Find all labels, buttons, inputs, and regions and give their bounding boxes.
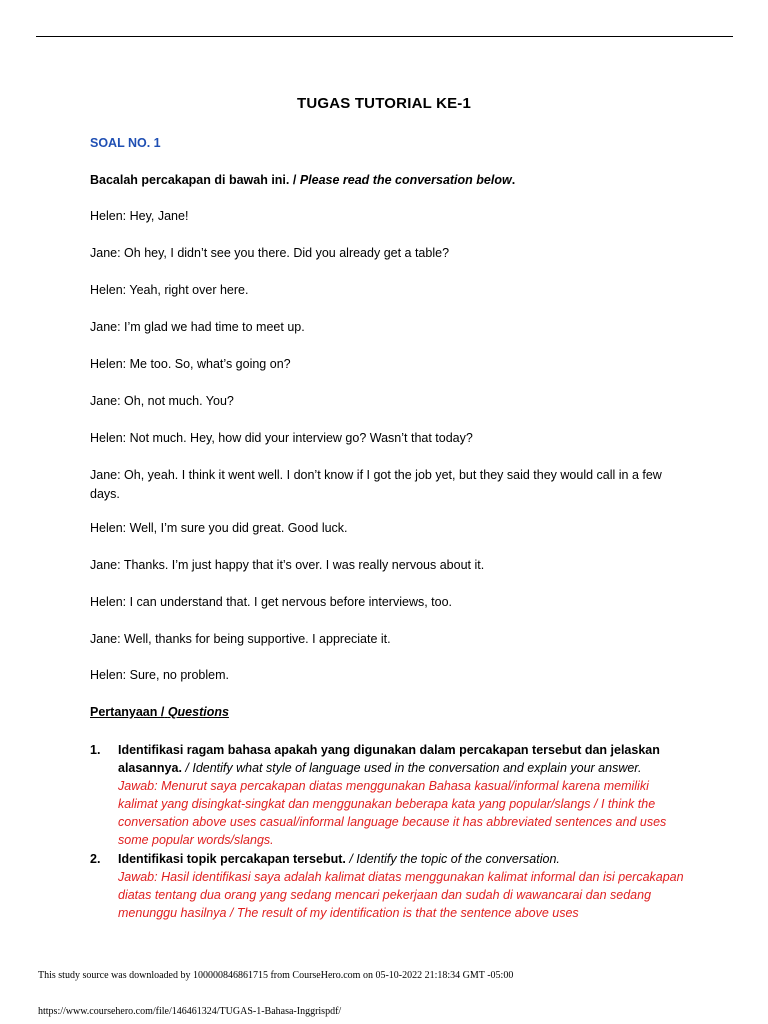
questions-heading-id: Pertanyaan / (90, 705, 165, 719)
conversation-line: Jane: Oh, not much. You? (90, 394, 234, 408)
question-body (118, 741, 690, 849)
conversation-line: Helen: Sure, no problem. (90, 668, 229, 682)
answer-text: Jawab: Hasil identifikasi saya adalah kalimat diatas menggunakan kalimat informal dan isi percakapan diatas tentang dua orang yang sedang mencari pekerjaan dan sudah di wawancarai dan sedang menunggu hasilnya / The result of my identification is that the sentence above uses (118, 870, 684, 920)
instruction-id: Bacalah percakapan di bawah ini. / (90, 173, 297, 187)
conversation-line: Jane: Oh, yeah. I think it went well. I don’t know if I got the job yet, but they said they would call in a few days. (90, 468, 662, 501)
question-item (90, 850, 690, 922)
instruction-dot: . (511, 173, 516, 187)
conversation-line: Jane: Oh hey, I didn’t see you there. Did you already get a table? (90, 246, 450, 260)
conversation-line: Helen: Not much. Hey, how did your interview go? Wasn’t that today? (90, 431, 473, 445)
questions-heading (90, 705, 229, 719)
section-label: SOAL NO. 1 (90, 136, 161, 150)
question-number: 2. (90, 852, 101, 866)
conversation-line: Jane: I’m glad we had time to meet up. (90, 320, 305, 334)
instruction-en: Please read the conversation below (299, 173, 512, 187)
conversation-line: Jane: Well, thanks for being supportive. I appreciate it. (90, 632, 391, 646)
conversation-line: Helen: Hey, Jane! (90, 209, 189, 223)
question-text-en: / Identify what style of language used in the conversation and explain your answer. (181, 761, 642, 775)
question-text-en: / Identify the topic of the conversation. (345, 852, 560, 866)
question-item (90, 741, 690, 849)
instruction (90, 173, 515, 187)
document-title: TUGAS TUTORIAL KE-1 (296, 95, 472, 112)
conversation-line: Helen: Yeah, right over here. (90, 283, 249, 297)
source-url: https://www.coursehero.com/file/146461324/TUGAS-1-Bahasa-Inggrispdf/ (38, 1006, 342, 1017)
conversation-line: Helen: Me too. So, what’s going on? (90, 357, 291, 371)
conversation-line: Jane: Thanks. I’m just happy that it’s over. I was really nervous about it. (90, 558, 485, 572)
questions-heading-en: Questions (167, 705, 229, 719)
question-body (118, 850, 690, 922)
question-text-id: Identifikasi topik percakapan tersebut. (118, 852, 346, 866)
question-number: 1. (90, 743, 101, 757)
conversation-line: Helen: Well, I’m sure you did great. Good luck. (90, 521, 348, 535)
question-text-id: Identifikasi ragam bahasa apakah yang digunakan dalam percakapan tersebut dan jelaskan alasannya. (118, 743, 660, 775)
download-notice: This study source was downloaded by 100000846861715 from CourseHero.com on 05-10-2022 21:18:34 GMT -05:00 (38, 970, 514, 981)
top-divider (36, 36, 733, 37)
answer-text: Jawab: Menurut saya percakapan diatas menggunakan Bahasa kasual/informal karena memiliki kalimat yang disingkat-singkat dan menggunakan beberapa kata yang popular/slangs / I think the conversation above uses casual/informal language because it has abbreviated sentences and uses some popular words/slangs. (118, 779, 667, 847)
conversation-line: Helen: I can understand that. I get nervous before interviews, too. (90, 595, 453, 609)
